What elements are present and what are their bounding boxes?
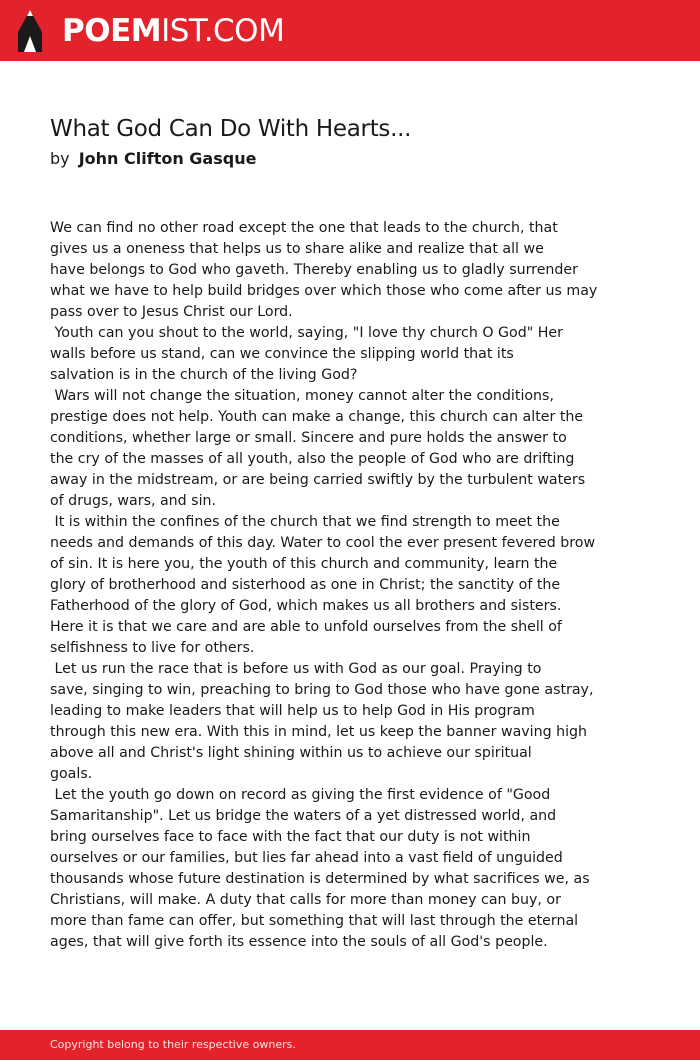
- poem-line: Let us run the race that is before us with God as our goal. Praying to: [50, 661, 542, 677]
- poem-line: Wars will not change the situation, money cannot alter the conditions,: [50, 388, 554, 404]
- poem-line: conditions, whether large or small. Sincere and pure holds the answer to: [50, 430, 567, 446]
- poem-line: salvation is in the church of the living God?: [50, 367, 358, 383]
- poem-line: ourselves or our families, but lies far ahead into a vast field of unguided: [50, 850, 563, 866]
- author-name[interactable]: John Clifton Gasque: [78, 149, 257, 168]
- pencil-tip-icon[interactable]: [18, 10, 42, 52]
- poem-line: needs and demands of this day. Water to cool the ever present fevered brow: [50, 535, 596, 551]
- poem-line: Samaritanship". Let us bridge the waters of a yet distressed world, and: [50, 808, 557, 824]
- poem-line: above all and Christ's light shining within us to achieve our spiritual: [50, 745, 532, 761]
- poem-line: save, singing to win, preaching to bring to God those who have gone astray,: [50, 682, 594, 698]
- logo-light-text: IST.COM: [161, 13, 285, 49]
- poem-line: prestige does not help. Youth can make a change, this church can alter the: [50, 409, 584, 425]
- poem-line: goals.: [50, 766, 93, 782]
- poem-body: [50, 218, 650, 953]
- poem-line: Christians, will make. A duty that calls for more than money can buy, or: [50, 892, 561, 908]
- by-label: by: [50, 149, 70, 168]
- poem-line: through this new era. With this in mind, let us keep the banner waving high: [50, 724, 588, 740]
- logo-bold-text: POEM: [62, 13, 162, 49]
- poem-line: selfishness to live for others.: [50, 640, 255, 656]
- poem-line: bring ourselves face to face with the fact that our duty is not within: [50, 829, 531, 845]
- poem-line: gives us a oneness that helps us to share alike and realize that all we: [50, 241, 544, 257]
- poem-line: We can find no other road except the one that leads to the church, that: [50, 220, 558, 236]
- poem-line: ages, that will give forth its essence into the souls of all God's people.: [50, 934, 548, 950]
- poem-line: what we have to help build bridges over which those who come after us may: [50, 283, 598, 299]
- poem-line: thousands whose future destination is determined by what sacrifices we, as: [50, 871, 590, 887]
- poem-line: Here it is that we care and are able to unfold ourselves from the shell of: [50, 619, 562, 635]
- poem-line: of sin. It is here you, the youth of this church and community, learn the: [50, 556, 558, 572]
- poem-line: leading to make leaders that will help us to help God in His program: [50, 703, 535, 719]
- poem-line: walls before us stand, can we convince the slipping world that its: [50, 346, 514, 362]
- poem-line: Fatherhood of the glory of God, which makes us all brothers and sisters.: [50, 598, 562, 614]
- poem-line: It is within the confines of the church that we find strength to meet the: [50, 514, 560, 530]
- poem-line: away in the midstream, or are being carried swiftly by the turbulent waters: [50, 472, 586, 488]
- site-header: [0, 0, 700, 61]
- poem-title: What God Can Do With Hearts...: [50, 116, 412, 142]
- poem-line: pass over to Jesus Christ our Lord.: [50, 304, 293, 320]
- poem-line: more than fame can offer, but something that will last through the eternal: [50, 913, 579, 929]
- site-logo[interactable]: [62, 11, 284, 51]
- poem-line: Let the youth go down on record as giving the first evidence of "Good: [50, 787, 551, 803]
- site-footer: [0, 1030, 700, 1060]
- poem-line: Youth can you shout to the world, saying, "I love thy church O God" Her: [50, 325, 563, 341]
- poem-line: the cry of the masses of all youth, also the people of God who are drifting: [50, 451, 575, 467]
- byline: [50, 149, 256, 168]
- poem-line: glory of brotherhood and sisterhood as one in Christ; the sanctity of the: [50, 577, 561, 593]
- poem-line: have belongs to God who gaveth. Thereby enabling us to gladly surrender: [50, 262, 578, 278]
- copyright-text: Copyright belong to their respective owners.: [50, 1038, 296, 1051]
- poem-line: of drugs, wars, and sin.: [50, 493, 217, 509]
